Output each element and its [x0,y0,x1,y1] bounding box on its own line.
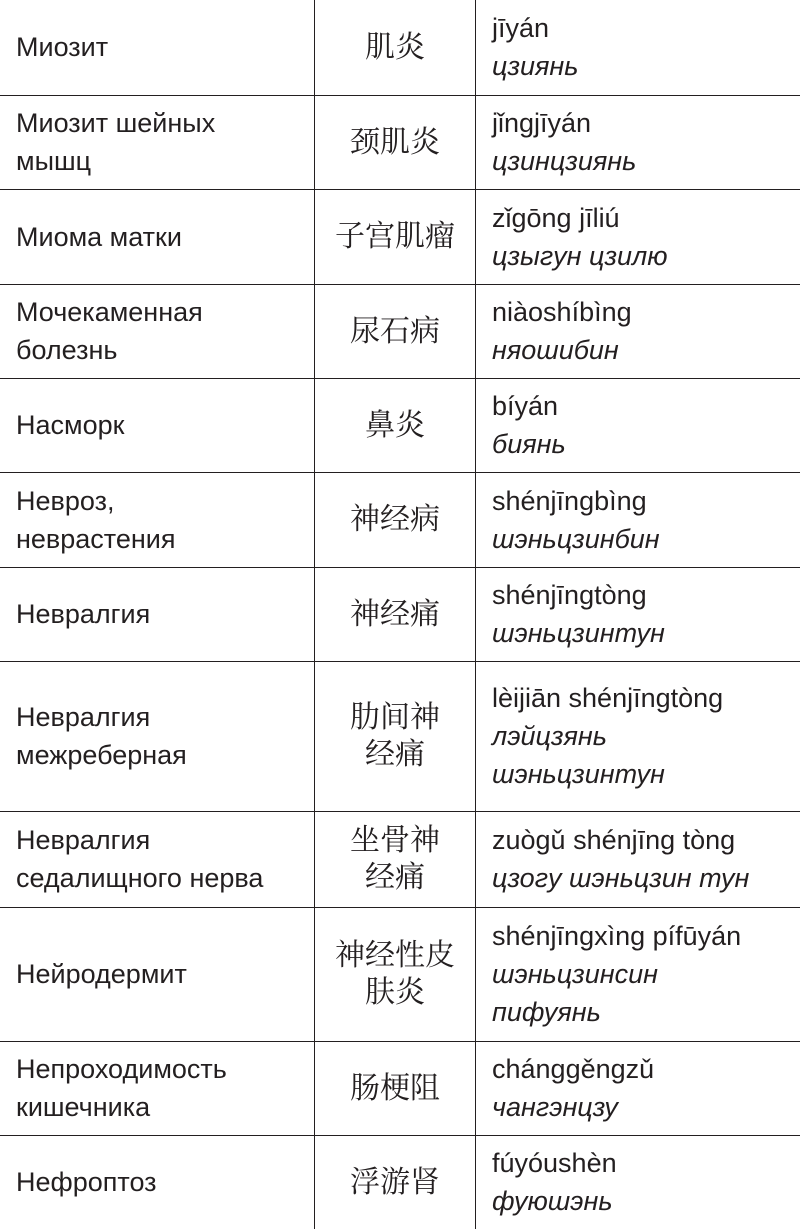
table-row [0,1041,800,1135]
chinese-term-cell [315,811,476,907]
pinyin: zuògǔ shénjīng tòng [492,825,736,855]
chinese-term-cell [315,284,476,378]
russian-transcription: чангэнцзу [492,1092,618,1122]
pinyin: bíyán [492,391,559,421]
chinese-term-cell [315,907,476,1041]
russian-transcription: шэньцзинбин [492,523,660,554]
pinyin: jīyán [492,13,550,44]
chinese-term: 肠梗阻 [350,1070,440,1106]
chinese-term-cell [315,567,476,661]
russian-term-cell [0,811,315,907]
russian-transcription: биянь [492,429,566,459]
table-row [0,284,800,378]
table-row [0,567,800,661]
chinese-term-cell [315,0,476,95]
russian-term: Невроз, неврастения [16,485,176,554]
pinyin: niàoshíbìng [492,297,632,327]
chinese-term: 浮游肾 [350,1164,440,1200]
russian-term-cell [0,189,315,284]
chinese-term-cell [315,661,476,811]
pinyin: lèijiān shénjīngtòng [492,683,724,713]
russian-transcription: шэньцзинтун [492,618,665,648]
russian-transcription: цзинцзиянь [492,146,637,176]
chinese-term: 神经痛 [350,596,440,632]
russian-term-cell [0,907,315,1041]
russian-term-cell [0,567,315,661]
pinyin: shénjīngbìng [492,485,647,516]
pronunciation-cell [476,1135,800,1229]
russian-term: Миозит [16,32,109,63]
russian-term: Мочекаменная болезнь [16,297,203,365]
pinyin: shénjīngtòng [492,580,647,610]
table-row [0,661,800,811]
russian-transcription: цзогу шэньцзин тун [492,863,750,893]
chinese-term: 尿石病 [350,313,440,349]
russian-transcription: лэйцзянь шэньцзинтун [492,721,665,789]
russian-term: Невралгия седалищного нерва [16,825,264,893]
chinese-term-cell [315,378,476,472]
table-row [0,0,800,95]
russian-term: Невралгия межреберная [16,702,187,770]
chinese-term: 坐骨神 经痛 [350,823,440,895]
chinese-term: 神经病 [350,502,440,537]
chinese-term-cell [315,1041,476,1135]
russian-term-cell [0,661,315,811]
russian-term: Невралгия [16,599,151,629]
pronunciation-cell [476,1041,800,1135]
chinese-term: 颈肌炎 [350,124,440,160]
russian-term-cell [0,472,315,567]
chinese-term: 肌炎 [365,29,425,65]
pronunciation-cell [476,95,800,189]
chinese-term: 肋间神 经痛 [350,700,440,772]
russian-term-cell [0,95,315,189]
pinyin: jǐngjīyán [492,108,592,138]
pronunciation-cell [476,661,800,811]
chinese-term: 神经性皮 肤炎 [335,938,455,1010]
chinese-term-cell [315,1135,476,1229]
pronunciation-cell [476,907,800,1041]
russian-term: Нефроптоз [16,1167,157,1198]
russian-transcription: фуюшэнь [492,1186,613,1217]
pronunciation-cell [476,472,800,567]
russian-term-cell [0,0,315,95]
pronunciation-cell [476,567,800,661]
pronunciation-cell [476,811,800,907]
pronunciation-cell [476,378,800,472]
russian-term: Миозит шейных мышц [16,108,216,176]
pinyin: shénjīngxìng pífūyán [492,921,742,951]
russian-term: Непроходимость кишечника [16,1054,227,1122]
pinyin: chánggěngzǔ [492,1054,655,1084]
table-row [0,907,800,1041]
table-row [0,811,800,907]
russian-transcription: няошибин [492,335,619,365]
russian-term-cell [0,284,315,378]
russian-transcription: цзыгун цзилю [492,240,668,271]
russian-term: Нейродермит [16,959,187,989]
table-row [0,472,800,567]
table-row [0,189,800,284]
russian-transcription: цзиянь [492,51,579,82]
chinese-term: 子宫肌瘤 [335,219,455,254]
pronunciation-cell [476,0,800,95]
chinese-term-cell [315,472,476,567]
pinyin: zǐgōng jīliú [492,202,620,233]
table-row [0,378,800,472]
russian-term-cell [0,1041,315,1135]
russian-term-cell [0,378,315,472]
chinese-term: 鼻炎 [365,407,425,443]
chinese-term-cell [315,95,476,189]
russian-term-cell [0,1135,315,1229]
russian-transcription: шэньцзинсин пифуянь [492,959,658,1027]
table-row [0,95,800,189]
russian-term: Насморк [16,410,125,440]
russian-term: Миома матки [16,221,182,252]
chinese-term-cell [315,189,476,284]
pronunciation-cell [476,284,800,378]
pinyin: fúyóushèn [492,1148,617,1179]
pronunciation-cell [476,189,800,284]
table-row [0,1135,800,1229]
